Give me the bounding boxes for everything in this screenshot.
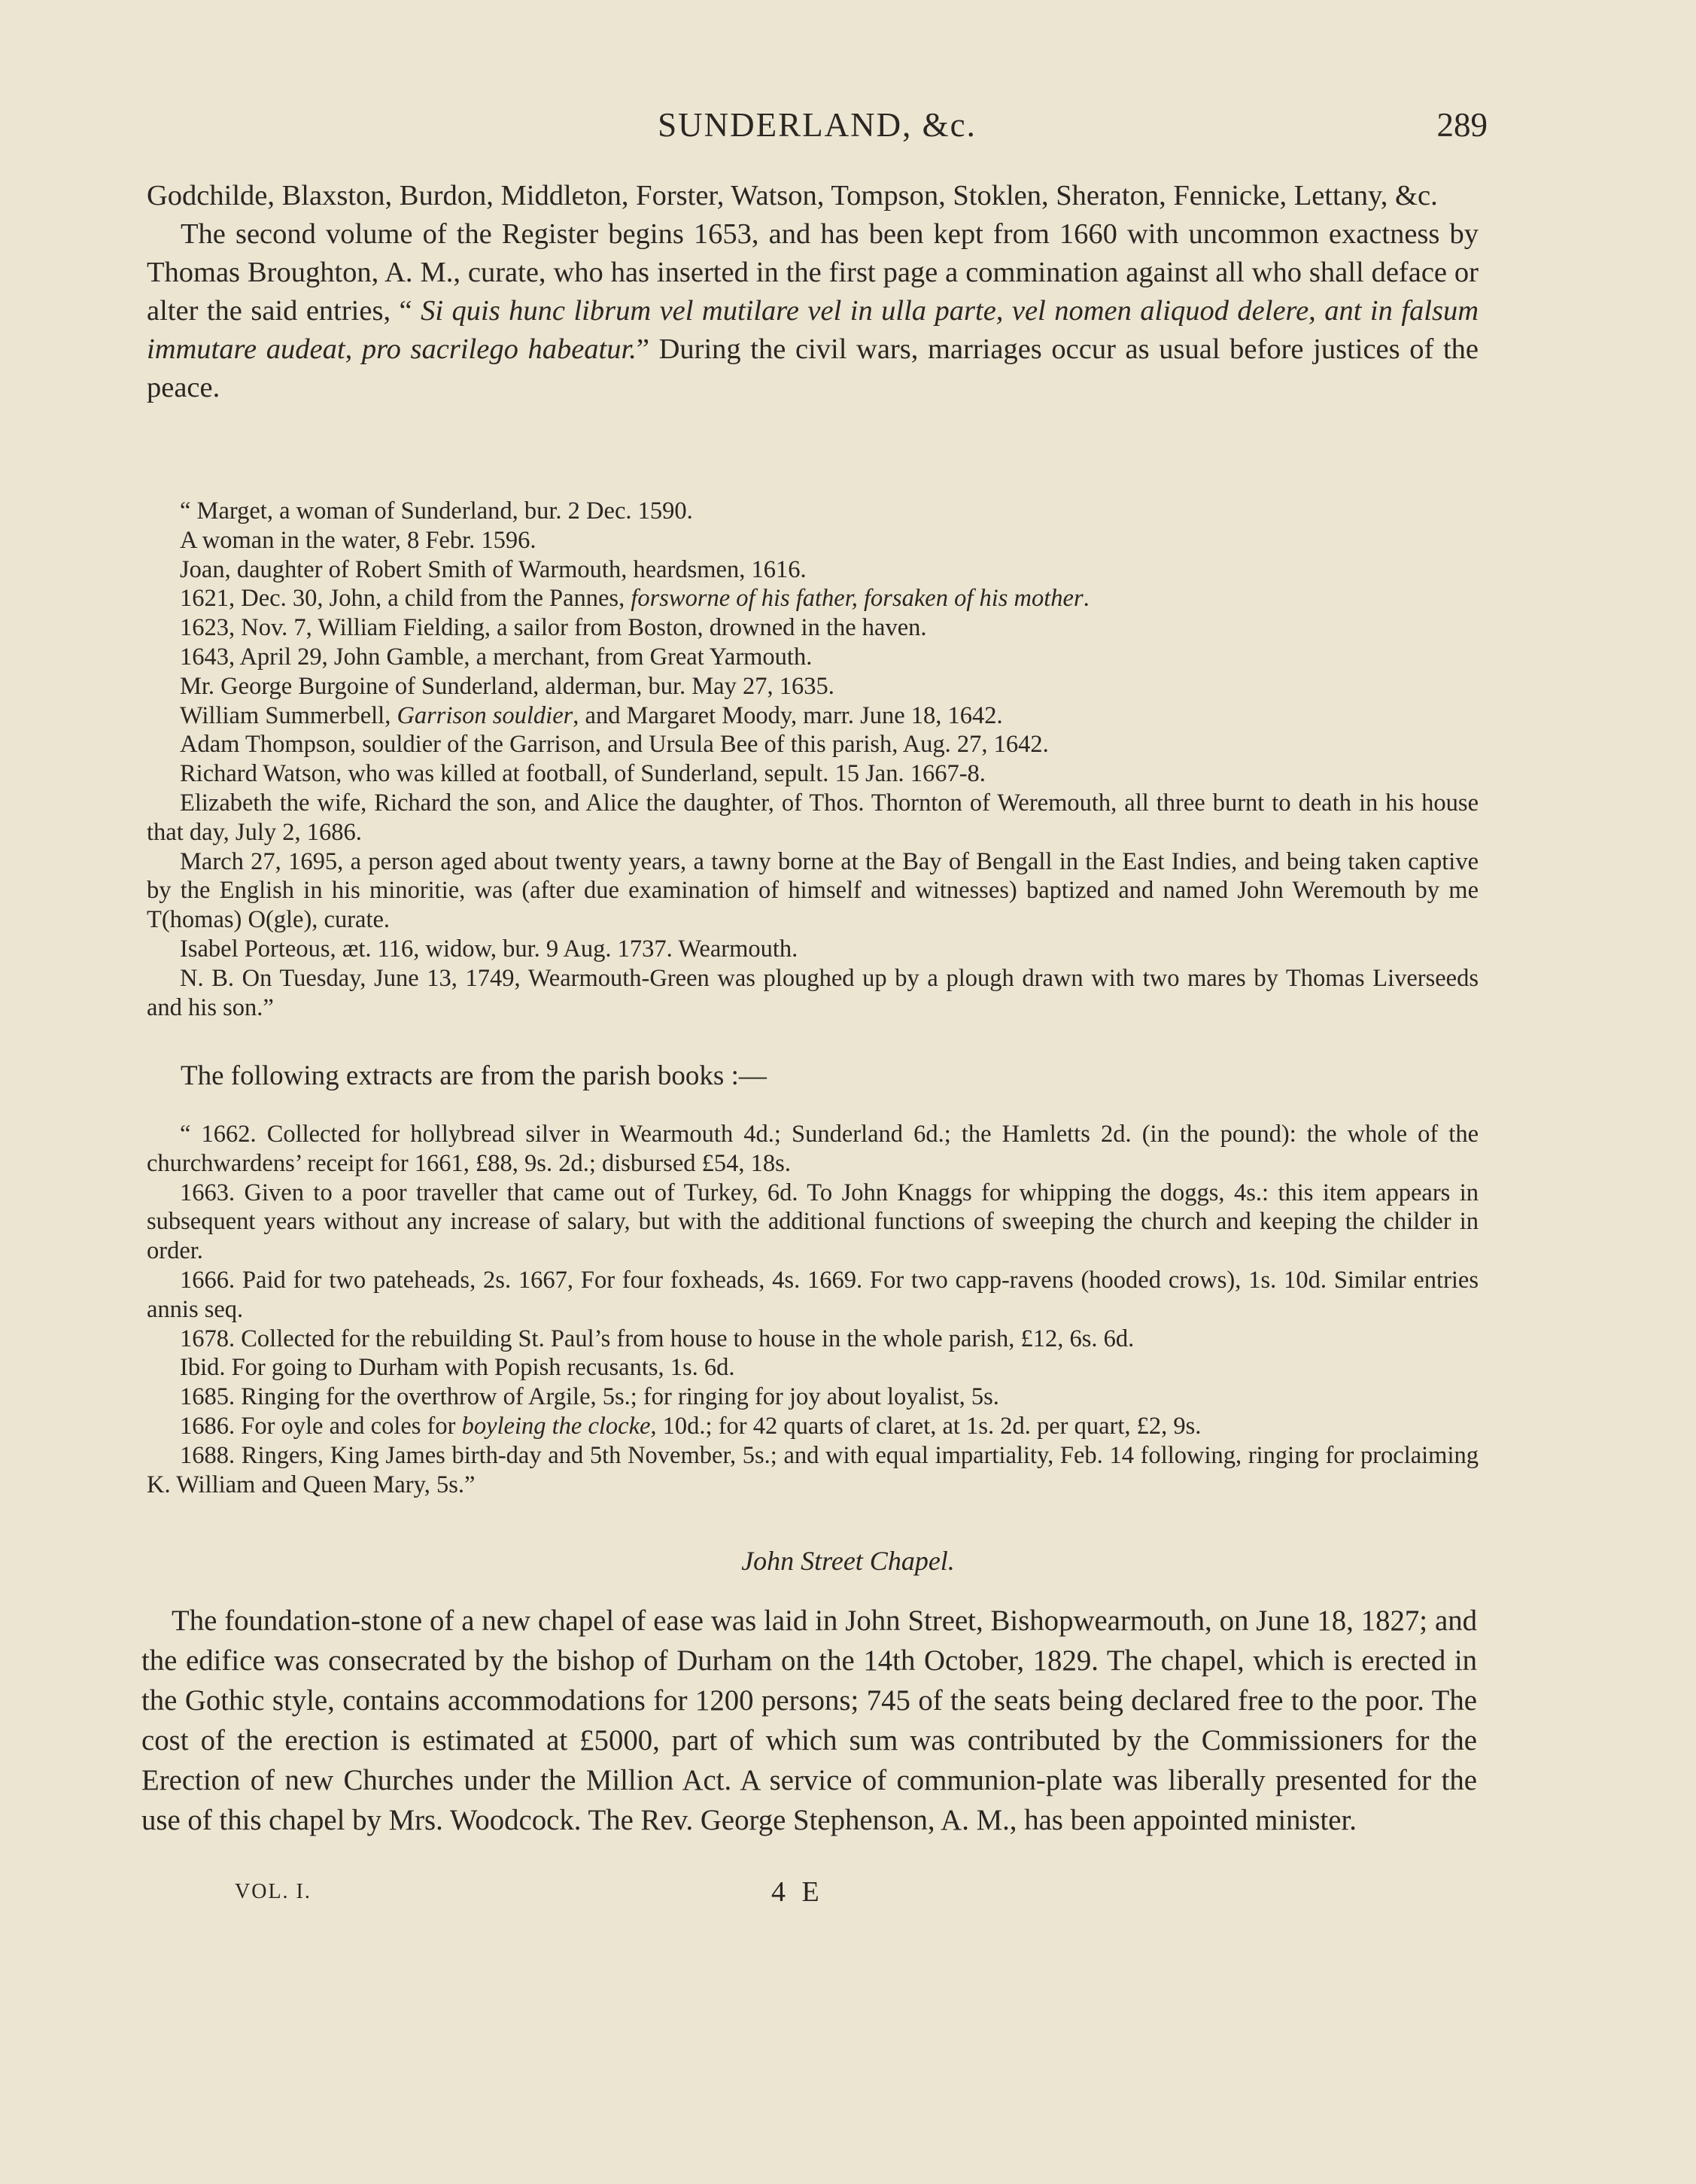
opening-text bbox=[147, 177, 1479, 407]
page-footer bbox=[218, 1875, 971, 1913]
extract-line: Mr. George Burgoine of Sunderland, alderman, bur. May 27, 1635. bbox=[180, 672, 834, 700]
register-paragraph: The second volume of the Register begins 1653, and has been kept from 1660 with uncommon exactness by Thomas Broughton, A. M., curate, who has inserted in the first page a commination against all who shall deface or alter the said entries, “ Si quis hunc librum vel mutilare vel in ulla parte, vel nomen aliquod delere, ant in falsum immutare audeat, pro sacrilego habeatur.” During the civil wars, marriages occur as usual before justices of the peace. bbox=[147, 218, 1479, 403]
extract-line: 1663. Given to a poor traveller that came out of Turkey, 6d. To John Knaggs for whipping the doggs, 4s.: this item appears in subsequent years without any increase of salary, but with the additional functions of sweeping the church and keeping the childer in order. bbox=[147, 1179, 1479, 1265]
section-heading: John Street Chapel. bbox=[741, 1546, 955, 1576]
extract-line: 1623, Nov. 7, William Fielding, a sailor from Boston, drowned in the haven. bbox=[180, 614, 927, 642]
surname-list-paragraph: Godchilde, Blaxston, Burdon, Middleton, Forster, Watson, Tompson, Stoklen, Sheraton, Fennicke, Lettany, &c. bbox=[147, 180, 1438, 211]
extract-line: Richard Watson, who was killed at football, of Sunderland, sepult. 15 Jan. 1667-8. bbox=[180, 760, 986, 788]
extract-line: William Summerbell, Garrison souldier, and Margaret Moody, marr. June 18, 1642. bbox=[180, 701, 1003, 729]
extract-line: 1685. Ringing for the overthrow of Argile, 5s.; for ringing for joy about loyalist, 5s. bbox=[180, 1383, 999, 1411]
running-title: SUNDERLAND, &c. bbox=[658, 106, 977, 144]
extract-line: 1686. For oyle and coles for boyleing the clocke, 10d.; for 42 quarts of claret, at 1s. 2d. per quart, £2, 9s. bbox=[180, 1412, 1202, 1440]
volume-mark: VOL. I. bbox=[235, 1880, 312, 1903]
extract-line: Ibid. For going to Durham with Popish recusants, 1s. 6d. bbox=[180, 1354, 735, 1382]
extract-line: Elizabeth the wife, Richard the son, and Alice the daughter, of Thos. Thornton of Weremouth, all three burnt to death in his house that day, July 2, 1686. bbox=[147, 789, 1479, 846]
extract-line: 1666. Paid for two pateheads, 2s. 1667, For four foxheads, 4s. 1669. For two capp-ravens (hooded crows), 1s. 10d. Similar entries annis seq. bbox=[147, 1266, 1479, 1323]
chapel-paragraph-block bbox=[141, 1601, 1477, 1840]
extract-line: Isabel Porteous, æt. 116, widow, bur. 9 Aug. 1737. Wearmouth. bbox=[180, 935, 798, 963]
extract-line: 1688. Ringers, King James birth-day and 5th November, 5s.; and with equal impartiality, Feb. 14 following, ringing for proclaiming K. William and Queen Mary, 5s.” bbox=[147, 1441, 1479, 1498]
register-extracts bbox=[147, 497, 1479, 1022]
extract-line: Joan, daughter of Robert Smith of Warmouth, heardsmen, 1616. bbox=[180, 555, 807, 583]
extract-line: 1621, Dec. 30, John, a child from the Pannes, forsworne of his father, forsaken of his mother. bbox=[180, 585, 1090, 613]
extract-line: Adam Thompson, souldier of the Garrison, and Ursula Bee of this parish, Aug. 27, 1642. bbox=[180, 731, 1049, 759]
latin-commination: Si quis hunc librum vel mutilare vel in ulla parte, vel nomen aliquod delere, ant in falsum immutare audeat, pro sacrilego habeatur. bbox=[147, 295, 1479, 365]
page-number: 289 bbox=[1436, 106, 1488, 144]
extract-line: A woman in the water, 8 Febr. 1596. bbox=[180, 526, 536, 554]
extract-line: 1678. Collected for the rebuilding St. Paul’s from house to house in the whole parish, £12, 6s. 6d. bbox=[180, 1325, 1135, 1352]
parish-extracts bbox=[147, 1120, 1479, 1499]
page-header bbox=[147, 105, 1488, 154]
extract-line: “ 1662. Collected for hollybread silver in Wearmouth 4d.; Sunderland 6d.; the Hamletts 2d. (in the pound): the whole of the churchwardens’ receipt for 1661, £88, 9s. 2d.; disbursed £54, 18s. bbox=[147, 1121, 1479, 1177]
extract-line: “ Marget, a woman of Sunderland, bur. 2 Dec. 1590. bbox=[180, 497, 693, 525]
extract-line: N. B. On Tuesday, June 13, 1749, Wearmouth-Green was ploughed up by a plough drawn with two mares by Thomas Liverseeds and his son.” bbox=[147, 964, 1479, 1021]
signature-mark: 4 E bbox=[771, 1876, 824, 1908]
extract-line: March 27, 1695, a person aged about twenty years, a tawny borne at the Bay of Bengall in the East Indies, and being taken captive by the English in his minoritie, was (after due examination of himself and witnesses) baptized and named John Weremouth by me T(homas) O(gle), curate. bbox=[147, 847, 1479, 934]
parish-books-lead: The following extracts are from the parish books :— bbox=[181, 1060, 767, 1091]
extract-line: 1643, April 29, John Gamble, a merchant, from Great Yarmouth. bbox=[180, 643, 813, 671]
chapel-paragraph: The foundation-stone of a new chapel of ease was laid in John Street, Bishopwearmouth, on June 18, 1827; and the edifice was consecrated by the bishop of Durham on the 14th October, 1829. The chapel, which is erected in the Gothic style, contains accommodations for 1200 persons; 745 of the seats being declared free to the poor. The cost of the erection is estimated at £5000, part of which sum was contributed by the Commissioners for the Erection of new Churches under the Million Act. A service of communion-plate was liberally presented for the use of this chapel by Mrs. Woodcock. The Rev. George Stephenson, A. M., has been appointed minister. bbox=[141, 1605, 1477, 1836]
